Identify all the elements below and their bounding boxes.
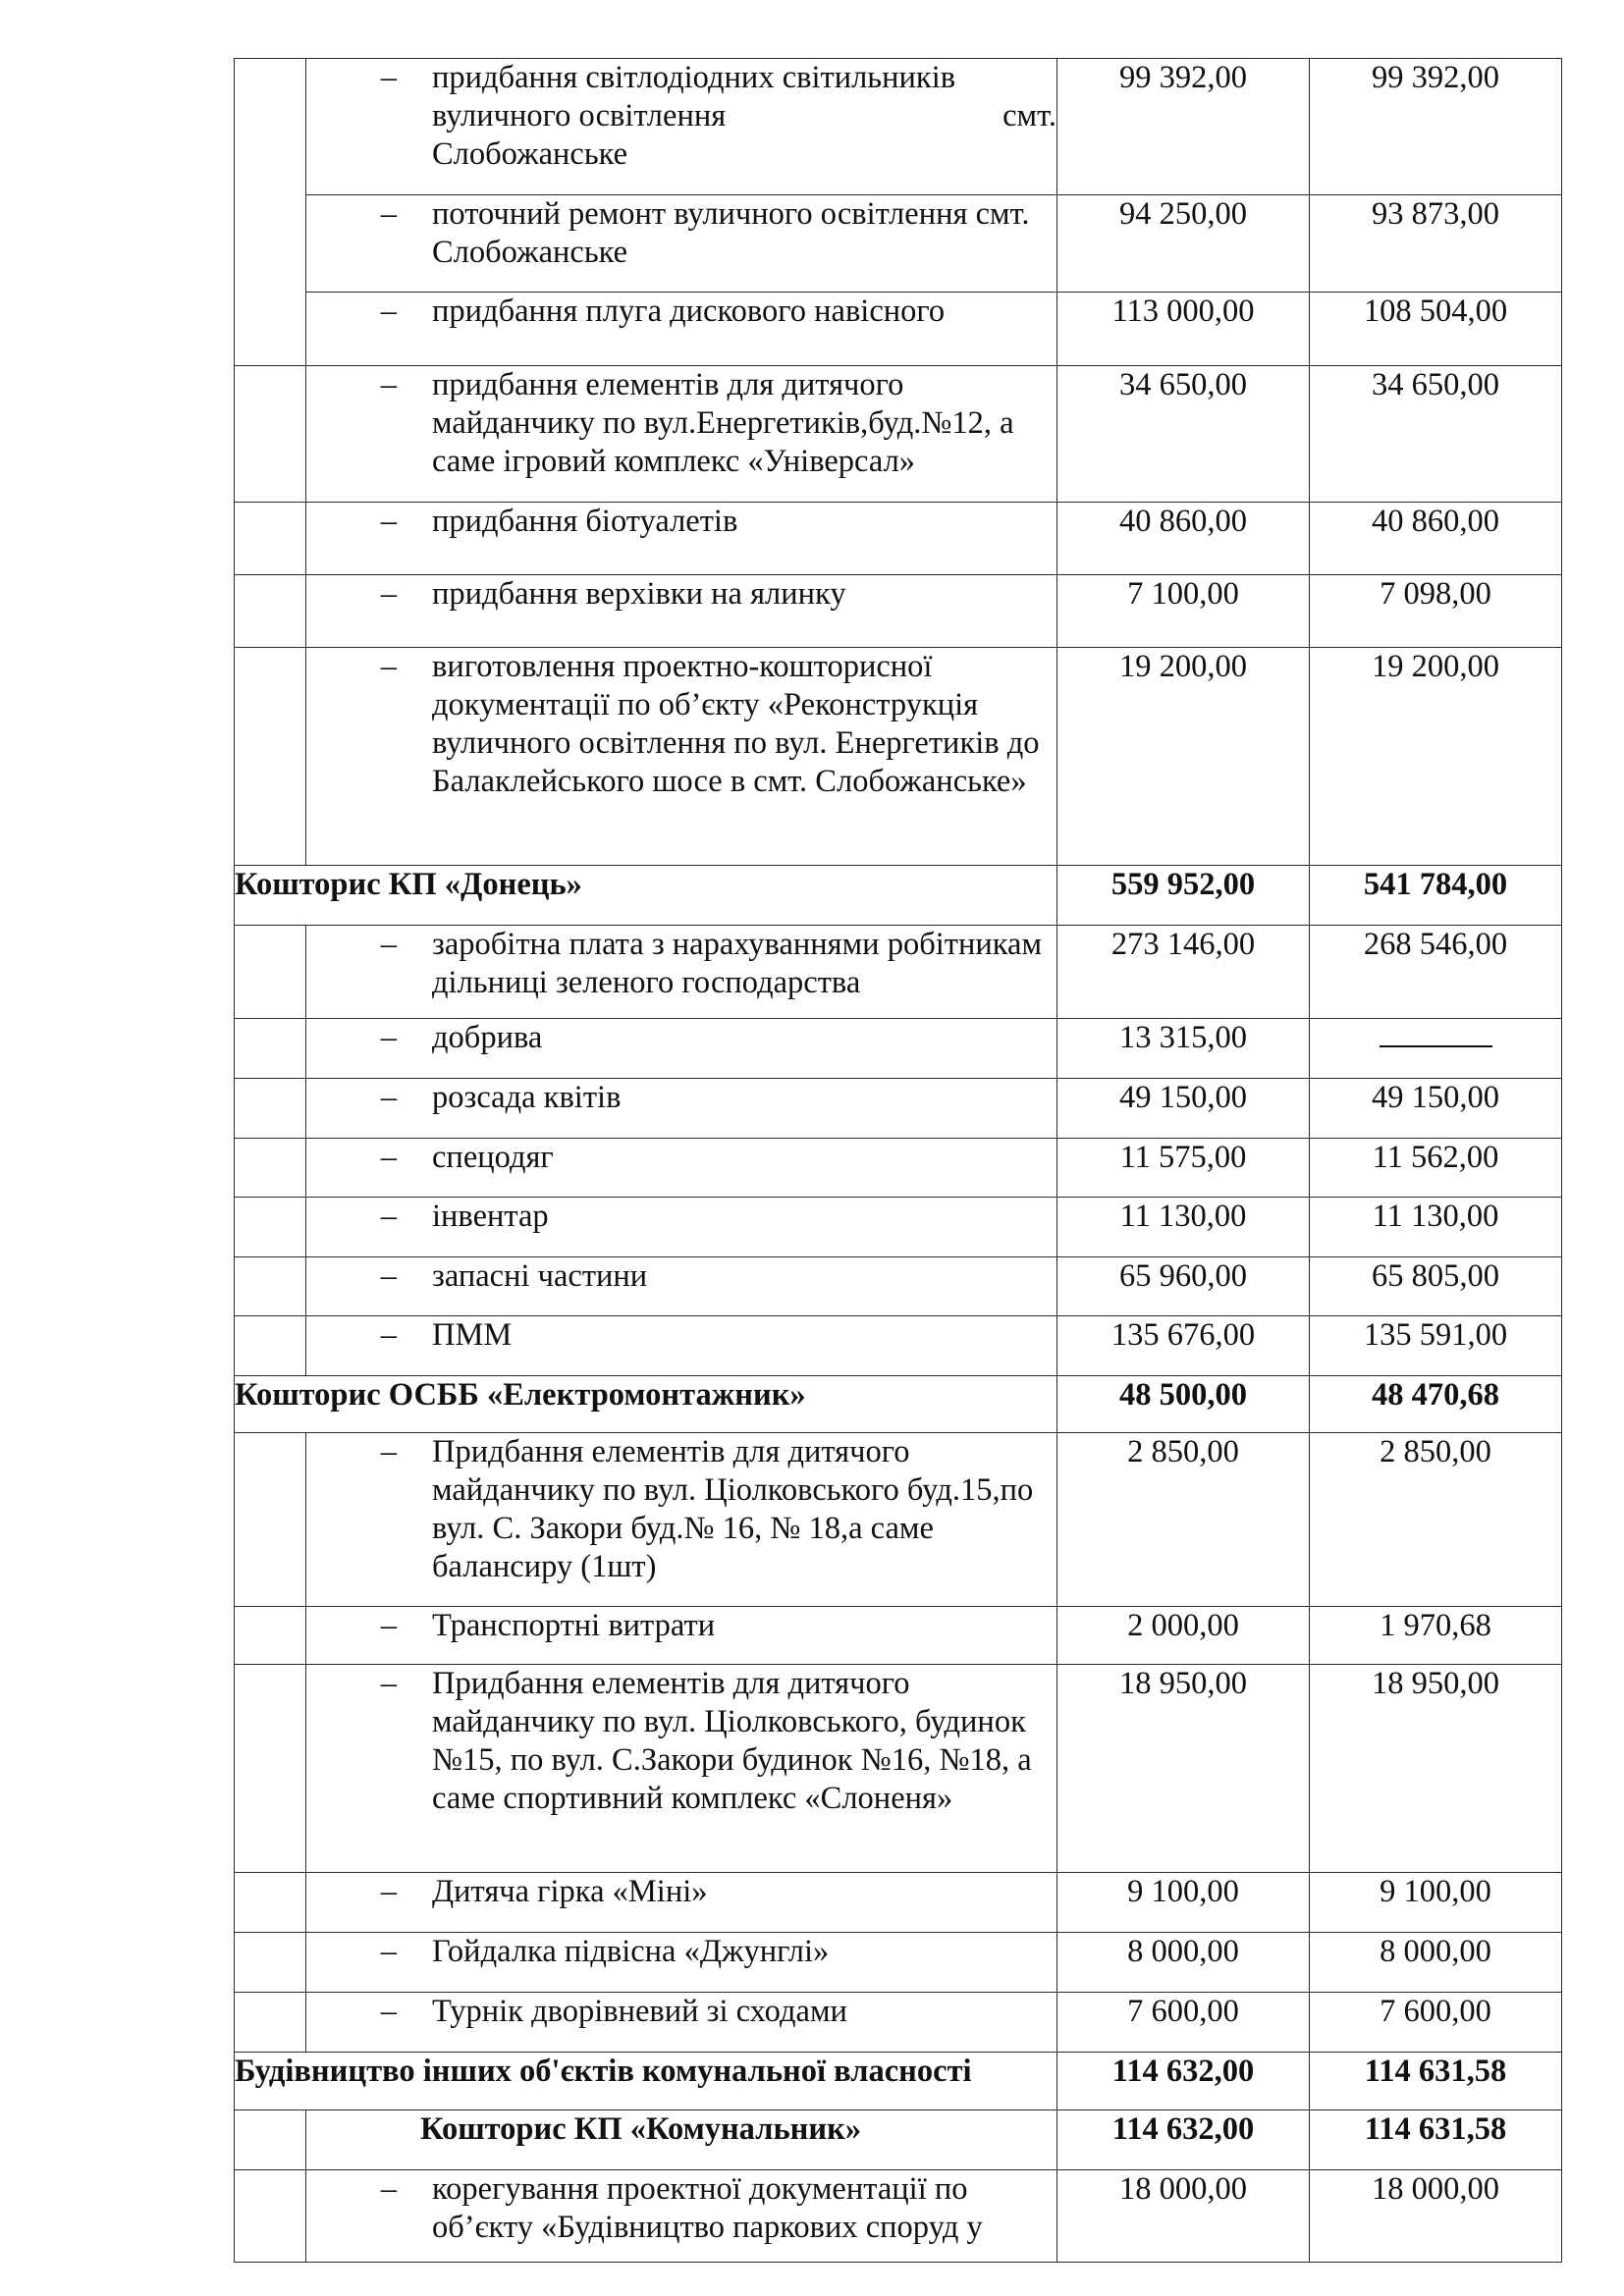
dash-marker: – <box>380 1258 397 1294</box>
item-description <box>306 1433 1057 1607</box>
item-description <box>306 1316 1057 1376</box>
index-cell <box>235 575 306 648</box>
index-cell <box>235 926 306 1019</box>
plan-amount: 113 000,00 <box>1057 293 1310 366</box>
item-text: запасні частини <box>432 1258 648 1294</box>
index-cell <box>235 648 306 866</box>
plan-amount: 18 950,00 <box>1057 1665 1310 1873</box>
item-description <box>306 59 1057 195</box>
actual-amount: 9 100,00 <box>1310 1873 1562 1933</box>
item-text-line: смт. <box>1002 98 1056 133</box>
index-cell <box>235 1933 306 1993</box>
item-description <box>306 575 1057 648</box>
item-description <box>306 1139 1057 1198</box>
actual-amount: 99 392,00 <box>1310 59 1562 195</box>
actual-amount-blank <box>1310 1019 1562 1079</box>
item-text: Придбання елементів для дитячого майданчику по вул. Ціолковського, будинок №15, по вул. С.Закори будинок №16, №18, а саме спортивний комплекс «Слоненя» <box>432 1666 1032 1816</box>
actual-amount: 11 130,00 <box>1310 1198 1562 1257</box>
plan-amount: 99 392,00 <box>1057 59 1310 195</box>
index-cell <box>235 1019 306 1079</box>
plan-amount: 2 850,00 <box>1057 1433 1310 1607</box>
item-text: виготовлення проектно-кошторисної документації по об’єкту «Реконструкція вуличного освітлення по вул. Енергетиків до Балаклейського шосе в смт. Слобожанське» <box>432 649 1040 799</box>
table-row <box>235 503 1562 575</box>
item-text-line: Слобожанське <box>432 136 628 172</box>
dash-marker: – <box>380 504 397 539</box>
dash-marker: – <box>380 1934 397 1969</box>
budget-table <box>234 58 1562 2263</box>
item-description <box>306 1607 1057 1665</box>
section-actual-total: 541 784,00 <box>1310 866 1562 926</box>
section-title: Кошторис ОСББ «Електромонтажник» <box>235 1376 1057 1433</box>
item-description <box>306 503 1057 575</box>
section-actual-total: 114 631,58 <box>1310 2053 1562 2110</box>
actual-amount: 7 600,00 <box>1310 1993 1562 2053</box>
item-text: Гойдалка підвісна «Джунглі» <box>432 1934 830 1969</box>
plan-amount: 135 676,00 <box>1057 1316 1310 1376</box>
section-row <box>235 866 1562 926</box>
actual-amount: 18 000,00 <box>1310 2170 1562 2263</box>
table-row <box>235 1019 1562 1079</box>
dash-marker: – <box>380 576 397 612</box>
dash-marker: – <box>380 367 397 402</box>
item-text: придбання елементів для дитячого майданчику по вул.Енергетиків,буд.№12, а саме ігровий комплекс «Універсал» <box>432 367 1014 479</box>
dash-marker: – <box>380 1317 397 1353</box>
dash-marker: – <box>380 1434 397 1469</box>
table-row <box>235 1873 1562 1933</box>
item-text-line: вуличного освітлення <box>432 98 727 133</box>
actual-amount: 11 562,00 <box>1310 1139 1562 1198</box>
item-text: ПММ <box>432 1317 513 1353</box>
subsection-row <box>235 2110 1562 2170</box>
item-description <box>306 1019 1057 1079</box>
actual-amount: 2 850,00 <box>1310 1433 1562 1607</box>
item-description <box>306 1079 1057 1139</box>
index-cell <box>235 1257 306 1316</box>
index-cell <box>235 1139 306 1198</box>
item-description <box>306 1198 1057 1257</box>
table-row <box>235 1933 1562 1993</box>
section-plan-total: 114 632,00 <box>1057 2053 1310 2110</box>
actual-amount: 40 860,00 <box>1310 503 1562 575</box>
item-description <box>306 1933 1057 1993</box>
index-cell <box>235 2170 306 2263</box>
actual-amount: 19 200,00 <box>1310 648 1562 866</box>
item-text: добрива <box>432 1020 543 1055</box>
table-row <box>235 366 1562 503</box>
index-cell <box>235 2110 306 2170</box>
item-description <box>306 926 1057 1019</box>
table-row <box>235 2170 1562 2263</box>
section-row <box>235 1376 1562 1433</box>
table-row <box>235 59 1562 195</box>
dash-marker: – <box>380 1199 397 1234</box>
actual-amount: 34 650,00 <box>1310 366 1562 503</box>
subsection-actual-total: 114 631,58 <box>1310 2110 1562 2170</box>
table-row <box>235 195 1562 293</box>
dash-marker: – <box>380 1140 397 1175</box>
table-row <box>235 1665 1562 1873</box>
table-row <box>235 1607 1562 1665</box>
plan-amount: 273 146,00 <box>1057 926 1310 1019</box>
table-row <box>235 1139 1562 1198</box>
item-description <box>306 293 1057 366</box>
table-row <box>235 1993 1562 2053</box>
actual-amount: 7 098,00 <box>1310 575 1562 648</box>
plan-amount: 34 650,00 <box>1057 366 1310 503</box>
plan-amount: 40 860,00 <box>1057 503 1310 575</box>
section-title: Будівництво інших об'єктів комунальної власності <box>235 2053 1057 2110</box>
table-row <box>235 1316 1562 1376</box>
item-text: Транспортні витрати <box>432 1608 716 1643</box>
plan-amount: 7 600,00 <box>1057 1993 1310 2053</box>
dash-marker: – <box>380 1080 397 1115</box>
item-text: корегування проектної документації по об’єкту «Будівництво паркових споруд у <box>432 2171 983 2245</box>
index-cell <box>235 1993 306 2053</box>
item-description <box>306 2170 1057 2263</box>
item-text: Турнік дворівневий зі сходами <box>432 1994 847 2029</box>
dash-marker: – <box>380 649 397 684</box>
section-actual-total: 48 470,68 <box>1310 1376 1562 1433</box>
item-text-line: придбання світлодіодних світильників <box>432 60 956 95</box>
item-text: поточний ремонт вуличного освітлення смт. Слобожанське <box>432 196 1030 270</box>
item-description <box>306 195 1057 293</box>
table-row <box>235 1257 1562 1316</box>
item-text: Дитяча гірка «Міні» <box>432 1874 708 1909</box>
plan-amount: 19 200,00 <box>1057 648 1310 866</box>
plan-amount: 11 130,00 <box>1057 1198 1310 1257</box>
item-description <box>306 366 1057 503</box>
item-description <box>306 1257 1057 1316</box>
subsection-plan-total: 114 632,00 <box>1057 2110 1310 2170</box>
table-row <box>235 926 1562 1019</box>
section-plan-total: 48 500,00 <box>1057 1376 1310 1433</box>
index-cell <box>235 1316 306 1376</box>
dash-marker: – <box>380 1666 397 1701</box>
plan-amount: 11 575,00 <box>1057 1139 1310 1198</box>
section-row <box>235 2053 1562 2110</box>
table-row <box>235 648 1562 866</box>
index-cell <box>235 1873 306 1933</box>
index-cell <box>235 1607 306 1665</box>
table-row <box>235 1198 1562 1257</box>
actual-amount: 108 504,00 <box>1310 293 1562 366</box>
item-text: Придбання елементів для дитячого майданчику по вул. Ціолковського буд.15,по вул. С. Закори буд.№ 16, № 18,а саме балансиру (1шт) <box>432 1434 1034 1584</box>
actual-amount: 8 000,00 <box>1310 1933 1562 1993</box>
item-text: придбання плуга дискового навісного <box>432 294 946 329</box>
plan-amount: 2 000,00 <box>1057 1607 1310 1665</box>
item-text: інвентар <box>432 1199 549 1234</box>
plan-amount: 94 250,00 <box>1057 195 1310 293</box>
dash-marker: – <box>380 1020 397 1055</box>
item-description <box>306 1665 1057 1873</box>
index-cell <box>235 1079 306 1139</box>
dash-marker: – <box>380 1608 397 1643</box>
actual-amount: 18 950,00 <box>1310 1665 1562 1873</box>
table-row <box>235 575 1562 648</box>
plan-amount: 13 315,00 <box>1057 1019 1310 1079</box>
table-row <box>235 1433 1562 1607</box>
dash-marker: – <box>380 196 397 232</box>
actual-amount: 268 546,00 <box>1310 926 1562 1019</box>
item-description <box>306 1993 1057 2053</box>
blank-line <box>1380 1020 1492 1047</box>
index-cell <box>235 1198 306 1257</box>
table-row <box>235 1079 1562 1139</box>
item-description <box>306 1873 1057 1933</box>
dash-marker: – <box>380 1874 397 1909</box>
dash-marker: – <box>380 60 397 95</box>
item-text: придбання верхівки на ялинку <box>432 576 846 612</box>
item-text: спецодяг <box>432 1140 554 1175</box>
item-text: розсада квітів <box>432 1080 622 1115</box>
dash-marker: – <box>380 927 397 962</box>
section-plan-total: 559 952,00 <box>1057 866 1310 926</box>
index-cell <box>235 366 306 503</box>
index-cell <box>235 1433 306 1607</box>
plan-amount: 9 100,00 <box>1057 1873 1310 1933</box>
dash-marker: – <box>380 1994 397 2029</box>
section-title: Кошторис КП «Донець» <box>235 866 1057 926</box>
plan-amount: 8 000,00 <box>1057 1933 1310 1993</box>
actual-amount: 1 970,68 <box>1310 1607 1562 1665</box>
index-cell <box>235 59 306 366</box>
actual-amount: 135 591,00 <box>1310 1316 1562 1376</box>
item-text: придбання біотуалетів <box>432 504 738 539</box>
item-description <box>306 648 1057 866</box>
plan-amount: 65 960,00 <box>1057 1257 1310 1316</box>
plan-amount: 7 100,00 <box>1057 575 1310 648</box>
actual-amount: 65 805,00 <box>1310 1257 1562 1316</box>
actual-amount: 93 873,00 <box>1310 195 1562 293</box>
index-cell <box>235 1665 306 1873</box>
subsection-title: Кошторис КП «Комунальник» <box>306 2110 1057 2170</box>
item-text: заробітна плата з нарахуваннями робітникам дільниці зеленого господарства <box>432 927 1043 1000</box>
plan-amount: 18 000,00 <box>1057 2170 1310 2263</box>
dash-marker: – <box>380 2171 397 2207</box>
plan-amount: 49 150,00 <box>1057 1079 1310 1139</box>
actual-amount: 49 150,00 <box>1310 1079 1562 1139</box>
dash-marker: – <box>380 294 397 329</box>
table-row <box>235 293 1562 366</box>
index-cell <box>235 503 306 575</box>
